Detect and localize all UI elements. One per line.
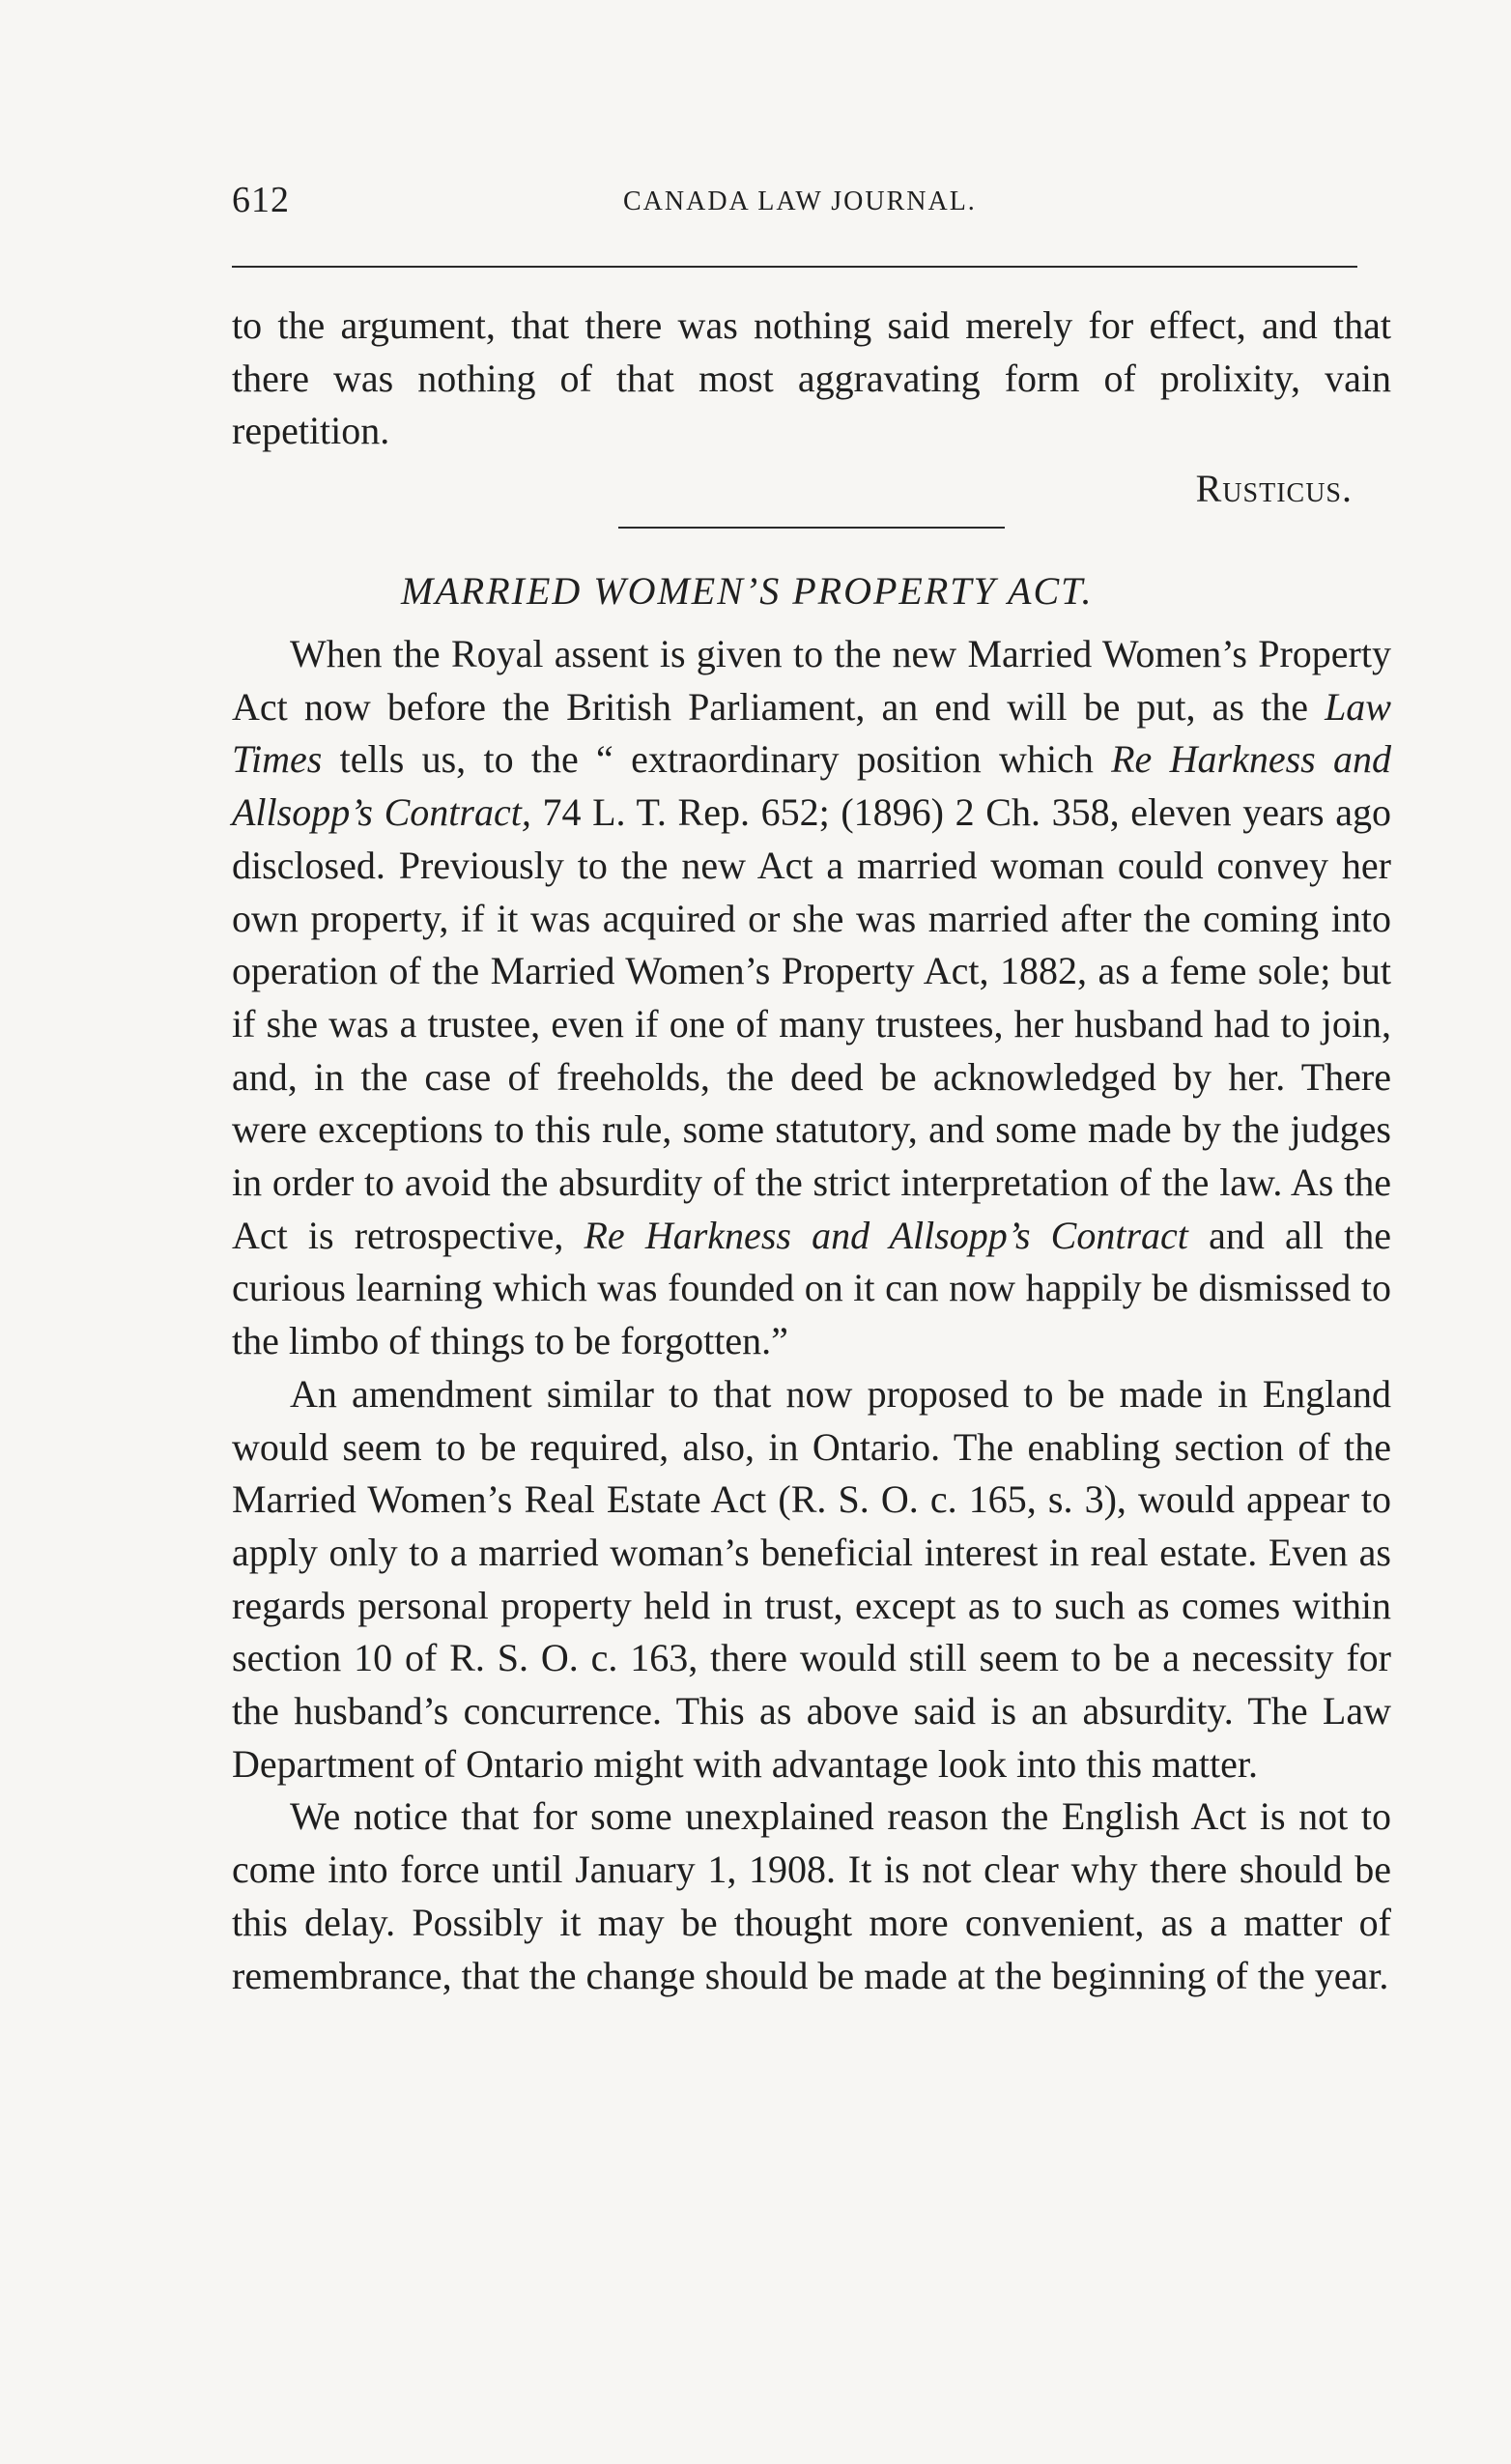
article-paragraph-3 bbox=[232, 1791, 1391, 2002]
paragraph-run: 74 L. T. Rep. 652; (1896) 2 Ch. 358, eleven years ago disclosed. Previously to the new Act a married woman could convey her own property, if it was acquired or she was married after the coming into operation of the Married Women’s Property Act, 1882, as a feme sole; but if she was a trustee, even if one of many trustees, her husband had to join, and, in the case of freeholds, the deed be acknowledged by her. There were exceptions to this rule, some statutory, and some made by the judges in order to avoid the absurdity of the strict interpretation of the law. As the Act is retrospective, bbox=[232, 790, 1391, 1257]
italic-citation: Law Times bbox=[232, 684, 1391, 782]
page-number: 612 bbox=[232, 180, 290, 220]
journal-page bbox=[232, 179, 1392, 1997]
journal-title: CANADA LAW JOURNAL. bbox=[623, 186, 977, 216]
paragraph-run: and all the curious learning which was founded on it can now happily be dismissed to the limbo of things to be forgotten.” bbox=[232, 1213, 1391, 1363]
paragraph-run: We notice that for some unexplained reason the English Act is not to come into force until January 1, 1908. It is not clear why there should be this delay. Possibly it may be thought more convenient, as a matter of remembrance, that the change should be made at the beginning of the year. bbox=[232, 1794, 1391, 1997]
italic-citation: Re Harkness and Allsopp’s Contract, bbox=[232, 737, 1392, 835]
continuation-paragraph bbox=[232, 300, 1391, 458]
section-title: MARRIED WOMEN’S PROPERTY ACT. bbox=[401, 569, 1094, 613]
running-head bbox=[232, 179, 1391, 237]
paragraph-run: An amendment similar to that now proposed to be made in England would seem to be required, also, in Ontario. The enabling section of the Married Women’s Real Estate Act (R. S. O. c. 165, s. 3), would appear to apply only to a married woman’s beneficial interest in real estate. Even as regards personal property held in trust, except as to such as comes within section 10 of R. S. O. c. 163, there would still seem to be a necessity for the husband’s concurrence. This as above said is an absurdity. The Law Department of Ontario might with advantage look into this matter. bbox=[232, 1371, 1391, 1786]
section-divider bbox=[618, 527, 1005, 529]
paragraph-run: tells us, to the “ extraordinary position which bbox=[322, 737, 1112, 782]
header-rule bbox=[232, 266, 1357, 268]
article-paragraph-1 bbox=[232, 628, 1391, 1368]
article-body bbox=[232, 628, 1391, 2002]
paragraph-run: When the Royal assent is given to the new Married Women’s Property Act now before the British Parliament, an end will be put, as the bbox=[232, 632, 1391, 729]
continuation-text: to the argument, that there was nothing said merely for effect, and that there was nothing of that most aggravating form of prolixity, vain repetition. bbox=[232, 303, 1391, 453]
author-signature: Rusticus. bbox=[1195, 467, 1353, 510]
article-paragraph-2 bbox=[232, 1368, 1391, 1791]
italic-citation: Re Harkness and Allsopp’s Contract bbox=[584, 1213, 1188, 1257]
